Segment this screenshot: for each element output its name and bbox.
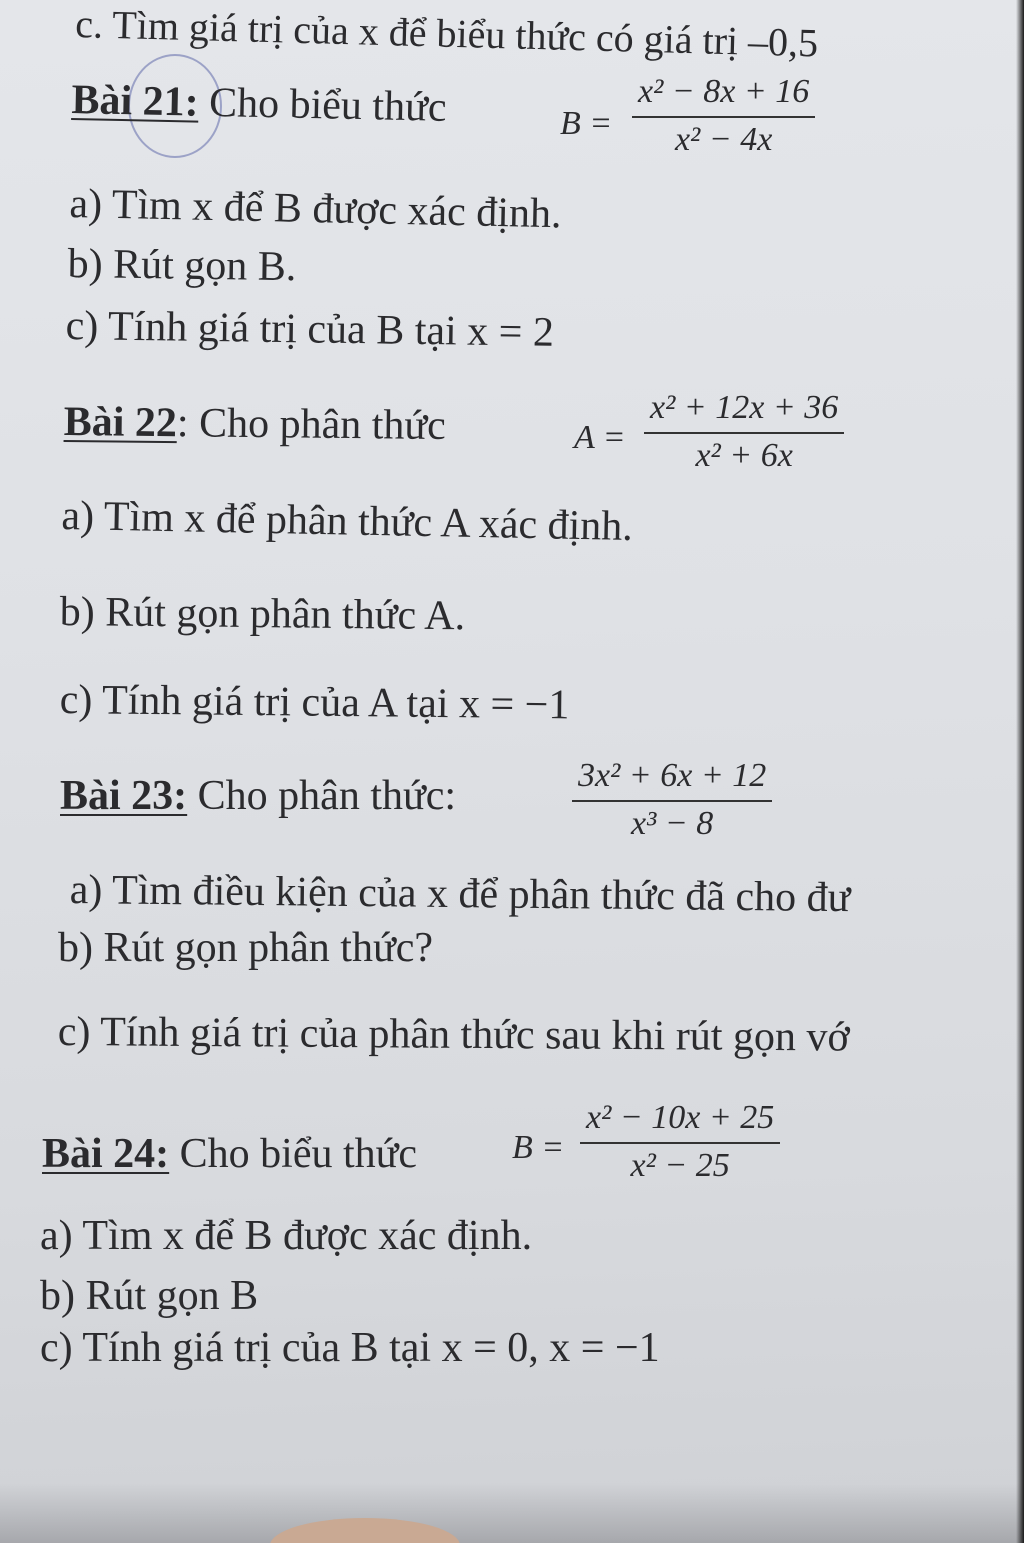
problem-22-denominator: x² + 6x [695,437,793,474]
problem-24-heading: Bài 24: [42,1131,170,1177]
problem-22-item-b: b) Rút gọn phân thức A. [59,588,466,640]
problem-21-fraction [632,72,815,160]
problem-24-intro: Cho biểu thức [179,1131,418,1177]
problem-23-title [60,772,456,820]
problem-21-title [71,76,447,132]
problem-21-denominator: x² − 4x [674,121,773,158]
problem-22-lhs: A = [574,419,626,456]
problem-21-item-c: c) Tính giá trị của B tại x = 2 [65,302,555,356]
problem-23-numerator: 3x² + 6x + 12 [572,756,772,802]
problem-22-item-a: a) Tìm x để phân thức A xác định. [61,492,634,550]
top-line: c. Tìm giá trị của x để biểu thức có giá trị –0,5 [74,0,819,66]
problem-21-heading: Bài 21: [71,76,200,126]
problem-24-numerator: x² − 10x + 25 [580,1098,780,1144]
problem-23-fraction [572,756,772,844]
problem-23-item-a: a) Tìm điều kiện của x để phân thức đã cho đư [69,866,851,922]
problem-21-lhs: B = [560,105,613,142]
page-edge [1016,0,1024,1543]
problem-24-item-c: c) Tính giá trị của B tại x = 0, x = −1 [40,1325,660,1371]
problem-22-heading: Bài 22 [63,398,178,447]
problem-23-intro: Cho phân thức: [197,773,457,819]
problem-24-denominator: x² − 25 [630,1147,730,1184]
problem-24-item-a: a) Tìm x để B được xác định. [40,1213,533,1259]
problem-21-numerator: x² − 8x + 16 [632,72,815,118]
problem-21-item-b: b) Rút gọn B. [67,240,297,291]
problem-24-lhs: B = [512,1129,565,1166]
problem-22-item-c: c) Tính giá trị của A tại x = −1 [59,676,570,729]
problem-23-heading: Bài 23: [60,773,188,819]
problem-23-item-b: b) Rút gọn phân thức? [58,925,434,971]
problem-24-item-b: b) Rút gọn B [40,1273,259,1319]
problem-21-intro: Cho biểu thức [208,79,447,131]
problem-24-title [42,1130,417,1178]
problem-22-intro: : Cho phân thức [176,400,447,449]
problem-23-denominator: x³ − 8 [631,805,714,842]
problem-23-item-c: c) Tính giá trị của phân thức sau khi rút gọn vớ [57,1009,850,1061]
problem-24-fraction [580,1098,780,1186]
problem-22-title [63,398,446,450]
problem-22-numerator: x² + 12x + 36 [644,388,844,434]
bottom-shadow [0,1483,1024,1543]
problem-22-fraction [644,388,844,476]
problem-21-item-a: a) Tìm x để B được xác định. [69,180,562,238]
